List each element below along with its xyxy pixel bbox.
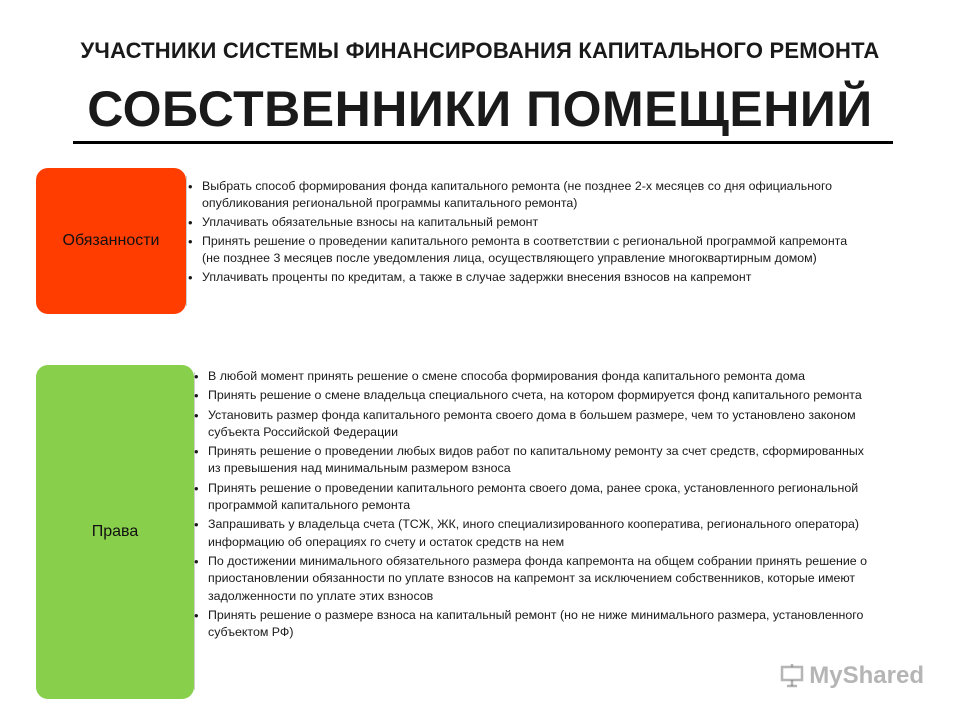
list-item: • Уплачивать обязательные взносы на капитальный ремонт: [188, 214, 868, 231]
list-item: • Запрашивать у владельца счета (ТСЖ, ЖК, иного специализированного кооператива, регионального оператора) информацию об операциях го счету и остаток средств на нем: [194, 516, 874, 551]
watermark-text: MyShared: [809, 662, 924, 689]
list-item: • Принять решение о смене владельца специального счета, на котором формируется фонд капитального ремонта: [194, 387, 874, 404]
presentation-board-icon: [779, 663, 805, 689]
list-item: • Установить размер фонда капитального ремонта своего дома в большем размере, чем то установлено законом субъекта Российской Федерации: [194, 407, 874, 442]
list-item: • Принять решение о размере взноса на капитальный ремонт (но не ниже минимального размера, установленного субъектом РФ): [194, 607, 874, 642]
rights-list: [194, 368, 874, 643]
page-title: СОБСТВЕННИКИ ПОМЕЩЕНИЙ: [87, 81, 873, 137]
duties-label: Обязанности: [62, 232, 160, 249]
list-item: • В любой момент принять решение о смене способа формирования фонда капитального ремонта дома: [194, 368, 874, 385]
duties-divider: [186, 176, 187, 306]
list-item: • Принять решение о проведении капитального ремонта в соответствии с региональной программой капремонта (не позднее 3 месяцев после уведомления лица, осуществляющего управление многоквартирным домом): [188, 233, 868, 267]
rights-label: Права: [91, 523, 139, 540]
list-item: • Принять решение о проведении любых видов работ по капитальному ремонту за счет средств, сформированных из превышения над минимальным размером взноса: [194, 443, 874, 478]
list-item: • По достижении минимального обязательного размера фонда капремонта на общем собрании принять решение о приостановлении обязанности по уплате взносов на капремонт за исключением собственников, которые имеют задолженности по уплате этих взносов: [194, 553, 874, 605]
list-item: • Выбрать способ формирования фонда капитального ремонта (не позднее 2-х месяцев со дня официального опубликования региональной программы капитального ремонта): [188, 178, 868, 212]
page-subtitle: УЧАСТНИКИ СИСТЕМЫ ФИНАНСИРОВАНИЯ КАПИТАЛЬНОГО РЕМОНТА: [80, 38, 880, 63]
duties-block: [36, 168, 186, 314]
watermark: [779, 662, 924, 690]
list-item: • Уплачивать проценты по кредитам, а также в случае задержки внесения взносов на капремонт: [188, 269, 868, 286]
rights-block: [36, 365, 194, 699]
duties-list: [188, 178, 868, 288]
list-item: • Принять решение о проведении капитального ремонта своего дома, ранее срока, установленного региональной программой капитального ремонта: [194, 480, 874, 515]
title-underline: [73, 141, 893, 144]
